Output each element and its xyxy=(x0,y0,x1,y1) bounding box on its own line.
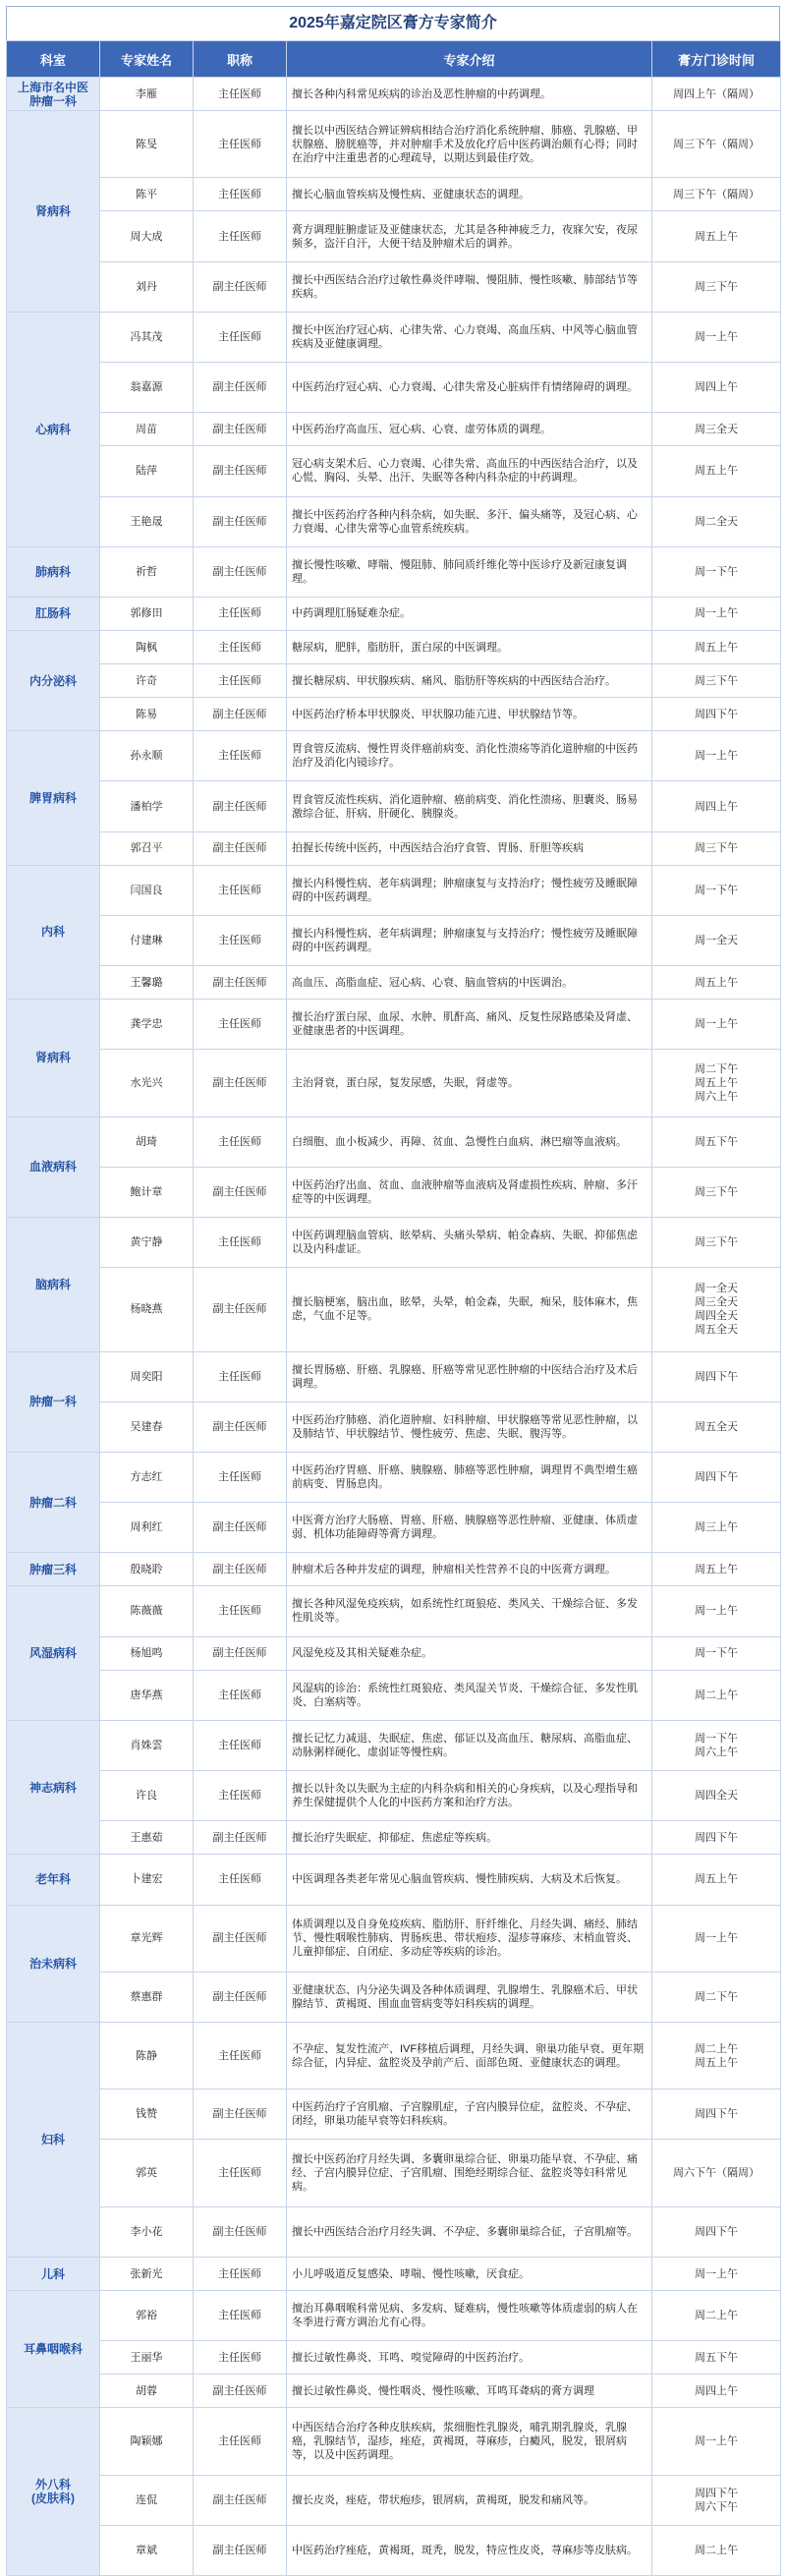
expert-title-cell: 副主任医师 xyxy=(194,446,287,496)
header-clinic-time: 膏方门诊时间 xyxy=(652,41,781,78)
clinic-time-cell: 周五上午 xyxy=(652,630,781,663)
clinic-time-cell: 周五下午 xyxy=(652,1116,781,1167)
expert-intro-cell: 糖尿病，肥胖，脂肪肝，蛋白尿的中医调理。 xyxy=(287,630,652,663)
clinic-time-cell: 周二上午 xyxy=(652,2291,781,2341)
clinic-time-cell: 周一全天 xyxy=(652,915,781,965)
header-title: 职称 xyxy=(194,41,287,78)
expert-title-cell: 主任医师 xyxy=(194,1586,287,1636)
expert-title-cell: 副主任医师 xyxy=(194,1268,287,1351)
table-row xyxy=(7,2023,781,2089)
table-row xyxy=(7,1167,781,1217)
expert-title-cell: 副主任医师 xyxy=(194,698,287,731)
expert-intro-cell: 擅长皮炎，痤疮，带状疱疹，银屑病，黄褐斑，脱发和痛风等。 xyxy=(287,2475,652,2525)
clinic-time-cell: 周五上午 xyxy=(652,966,781,1000)
expert-name-cell: 闫国良 xyxy=(100,865,194,915)
expert-title-cell: 副主任医师 xyxy=(194,2525,287,2575)
expert-intro-cell: 擅长中医药治疗月经失调、多囊卵巢综合征、卵巢功能早衰、不孕症、痛经、子宫内膜异位症、子宫肌瘤、围绝经期综合征、盆腔炎等妇科常见病。 xyxy=(287,2140,652,2206)
expert-intro-cell: 亚健康状态、内分泌失调及各种体质调理、乳腺增生、乳腺癌术后、甲状腺结节、黄褐斑、围血血管病变等妇科疾病的调理。 xyxy=(287,1972,652,2022)
expert-title-cell: 主任医师 xyxy=(194,2023,287,2089)
expert-name-cell: 郭英 xyxy=(100,2140,194,2206)
dept-cell: 上海市名中医 肿瘤一科 xyxy=(7,78,100,111)
expert-intro-cell: 擅长过敏性鼻炎、耳鸣、嗅觉障碍的中医药治疗。 xyxy=(287,2341,652,2375)
clinic-time-cell: 周三下午 xyxy=(652,831,781,865)
expert-name-cell: 胡蓉 xyxy=(100,2375,194,2408)
dept-cell: 老年科 xyxy=(7,1855,100,1905)
expert-intro-cell: 擅长记忆力减退、失眠症、焦虑、郁证以及高血压、糖尿病、高脂血症、动脉粥样硬化、虚弱证等慢性病。 xyxy=(287,1720,652,1770)
clinic-time-cell: 周一上午 xyxy=(652,1586,781,1636)
table-row xyxy=(7,1670,781,1720)
clinic-time-cell: 周一全天 周三全天 周四全天 周五全天 xyxy=(652,1268,781,1351)
table-row xyxy=(7,2475,781,2525)
expert-title-cell: 主任医师 xyxy=(194,1452,287,1502)
expert-intro-cell: 白细胞、血小板减少、再障、贫血、急慢性白血病、淋巴瘤等血液病。 xyxy=(287,1116,652,1167)
clinic-time-cell: 周一下午 周六上午 xyxy=(652,1720,781,1770)
expert-intro-cell: 不孕症、复发性流产、IVF移植后调理，月经失调、卵巢功能早衰、更年期综合征，内异症、盆腔炎及孕前产后、面部色斑、亚健康状态的调理。 xyxy=(287,2023,652,2089)
clinic-time-cell: 周四下午 xyxy=(652,1821,781,1855)
expert-name-cell: 唐华燕 xyxy=(100,1670,194,1720)
dept-cell: 肛肠科 xyxy=(7,597,100,630)
expert-name-cell: 肖姝雲 xyxy=(100,1720,194,1770)
clinic-time-cell: 周四上午 xyxy=(652,363,781,413)
expert-name-cell: 张新光 xyxy=(100,2257,194,2290)
table-row xyxy=(7,1771,781,1821)
expert-title-cell: 副主任医师 xyxy=(194,966,287,1000)
expert-intro-cell: 擅长各种风湿免疫疾病，如系统性红斑狼疮、类风关、干燥综合征、多发性肌炎等。 xyxy=(287,1586,652,1636)
expert-intro-cell: 中医调理各类老年常见心脑血管疾病、慢性肺疾病、大病及术后恢复。 xyxy=(287,1855,652,1905)
dept-cell: 治未病科 xyxy=(7,1905,100,2022)
dept-cell: 神志病科 xyxy=(7,1720,100,1854)
table-row xyxy=(7,664,781,698)
table-row xyxy=(7,1452,781,1502)
expert-title-cell: 副主任医师 xyxy=(194,496,287,546)
table-row xyxy=(7,2375,781,2408)
expert-intro-cell: 小儿呼吸道反复感染、哮喘、慢性咳嗽，厌食症。 xyxy=(287,2257,652,2290)
expert-intro-cell: 擅长内科慢性病、老年病调理；肿瘤康复与支持治疗；慢性疲劳及睡眠障碍的中医药调理。 xyxy=(287,915,652,965)
expert-intro-cell: 中医药治疗肺癌、消化道肿瘤、妇科肿瘤、甲状腺癌等常见恶性肿瘤，以及肺结节、甲状腺结节、慢性疲劳、焦虑、失眠、腹泻等。 xyxy=(287,1402,652,1452)
expert-intro-cell: 擅长以中西医结合辨证辨病相结合治疗消化系统肿瘤、肺癌、乳腺癌、甲状腺癌、膀胱癌等，并对肿瘤手术及放化疗后中医药调治颇有心得；同时在治疗中注重患者的心理疏导，以期达到最佳疗效。 xyxy=(287,111,652,178)
expert-name-cell: 潘柏学 xyxy=(100,781,194,831)
expert-title-cell: 副主任医师 xyxy=(194,363,287,413)
expert-title-cell: 副主任医师 xyxy=(194,1553,287,1586)
clinic-time-cell: 周四下午 xyxy=(652,2089,781,2140)
expert-intro-cell: 擅长治疗失眠症、抑郁症、焦虑症等疾病。 xyxy=(287,1821,652,1855)
expert-name-cell: 陈静 xyxy=(100,2023,194,2089)
clinic-time-cell: 周三上午 xyxy=(652,1503,781,1553)
expert-intro-cell: 擅长中西医结合治疗过敏性鼻炎伴哮喘、慢阻肺、慢性咳嗽、肺部结节等疾病。 xyxy=(287,261,652,312)
expert-intro-cell: 体质调理以及自身免疫疾病、脂肪肝、肝纤维化、月经失调、痛经、肺结节、慢性咽喉性肺病、胃肠疾患、带状疱疹、湿疹荨麻疹、末梢血管炎、儿童抑郁症、自闭症、多动症等疾病的诊治。 xyxy=(287,1905,652,1972)
expert-intro-cell: 胃食管反流病、慢性胃炎伴癌前病变、消化性溃疡等消化道肿瘤的中医药治疗及消化内镜诊疗。 xyxy=(287,731,652,781)
expert-title-cell: 主任医师 xyxy=(194,630,287,663)
expert-name-cell: 陶颖娜 xyxy=(100,2408,194,2475)
expert-name-cell: 陶枫 xyxy=(100,630,194,663)
expert-name-cell: 许奇 xyxy=(100,664,194,698)
table-row xyxy=(7,496,781,546)
table-row xyxy=(7,630,781,663)
expert-intro-cell: 中医药治疗子宫肌瘤、子宫腺肌症，子宫内膜异位症，盆腔炎、不孕症、闭经，卵巢功能早衰等妇科疾病。 xyxy=(287,2089,652,2140)
clinic-time-cell: 周五上午 xyxy=(652,1553,781,1586)
expert-name-cell: 钱赞 xyxy=(100,2089,194,2140)
expert-intro-cell: 擅长脑梗塞，脑出血，眩晕，头晕，帕金森，失眠，痴呆，肢体麻木，焦虑，气血不足等。 xyxy=(287,1268,652,1351)
dept-cell: 血液病科 xyxy=(7,1116,100,1217)
table-row xyxy=(7,1855,781,1905)
expert-name-cell: 祈哲 xyxy=(100,546,194,597)
expert-intro-cell: 擅治耳鼻咽喉科常见病、多发病、疑难病，慢性咳嗽等体质虚弱的病人在冬季进行膏方调治尤有心得。 xyxy=(287,2291,652,2341)
expert-title-cell: 副主任医师 xyxy=(194,2089,287,2140)
expert-name-cell: 周苗 xyxy=(100,413,194,446)
expert-name-cell: 杨晓燕 xyxy=(100,1268,194,1351)
dept-cell: 心病科 xyxy=(7,312,100,546)
expert-title-cell: 副主任医师 xyxy=(194,1503,287,1553)
table-row xyxy=(7,211,781,261)
table-row xyxy=(7,1351,781,1402)
dept-cell: 肾病科 xyxy=(7,1000,100,1116)
clinic-time-cell: 周四下午 周六下午 xyxy=(652,2475,781,2525)
expert-title-cell: 主任医师 xyxy=(194,1351,287,1402)
table-row xyxy=(7,1720,781,1770)
expert-title-cell: 主任医师 xyxy=(194,2257,287,2290)
clinic-time-cell: 周四全天 xyxy=(652,1771,781,1821)
expert-title-cell: 主任医师 xyxy=(194,915,287,965)
expert-name-cell: 王惠茹 xyxy=(100,1821,194,1855)
table-header-row xyxy=(7,41,781,78)
expert-name-cell: 卜建宏 xyxy=(100,1855,194,1905)
clinic-time-cell: 周二全天 xyxy=(652,496,781,546)
expert-intro-cell: 风湿免疫及其相关疑难杂症。 xyxy=(287,1636,652,1670)
expert-name-cell: 翁嘉源 xyxy=(100,363,194,413)
clinic-time-cell: 周三下午 xyxy=(652,1167,781,1217)
clinic-time-cell: 周四下午 xyxy=(652,698,781,731)
expert-name-cell: 鲍计章 xyxy=(100,1167,194,1217)
expert-name-cell: 龚学忠 xyxy=(100,1000,194,1050)
expert-title-cell: 主任医师 xyxy=(194,78,287,111)
expert-intro-cell: 擅长胃肠癌、肝癌、乳腺癌、肝癌等常见恶性肿瘤的中医结合治疗及术后调理。 xyxy=(287,1351,652,1402)
clinic-time-cell: 周一上午 xyxy=(652,2257,781,2290)
expert-name-cell: 王艳晟 xyxy=(100,496,194,546)
clinic-time-cell: 周五上午 xyxy=(652,211,781,261)
expert-title-cell: 主任医师 xyxy=(194,1720,287,1770)
expert-intro-cell: 中药调理肛肠疑难杂症。 xyxy=(287,597,652,630)
expert-name-cell: 郭裕 xyxy=(100,2291,194,2341)
expert-name-cell: 杨旭鸣 xyxy=(100,1636,194,1670)
expert-intro-cell: 肿瘤术后各种并发症的调理，肿瘤相关性营养不良的中医膏方调理。 xyxy=(287,1553,652,1586)
table-row xyxy=(7,2089,781,2140)
expert-name-cell: 黄宁静 xyxy=(100,1218,194,1268)
expert-intro-cell: 中医药治疗胃癌、肝癌、胰腺癌、肺癌等恶性肿瘤，调理胃不典型增生癌前病变、胃肠息肉。 xyxy=(287,1452,652,1502)
expert-title-cell: 主任医师 xyxy=(194,111,287,178)
expert-intro-cell: 中医药治疗冠心病、心力衰竭、心律失常及心脏病伴有情绪障碍的调理。 xyxy=(287,363,652,413)
expert-title-cell: 副主任医师 xyxy=(194,831,287,865)
clinic-time-cell: 周三下午 xyxy=(652,261,781,312)
expert-name-cell: 方志红 xyxy=(100,1452,194,1502)
expert-intro-cell: 擅长慢性咳嗽、哮喘、慢阻肺、肺间质纤维化等中医诊疗及新冠康复调理。 xyxy=(287,546,652,597)
expert-name-cell: 蔡惠群 xyxy=(100,1972,194,2022)
clinic-time-cell: 周三下午（隔周） xyxy=(652,111,781,178)
header-expert-name: 专家姓名 xyxy=(100,41,194,78)
table-row xyxy=(7,1218,781,1268)
dept-cell: 儿科 xyxy=(7,2257,100,2290)
expert-name-cell: 李雁 xyxy=(100,78,194,111)
expert-name-cell: 刘丹 xyxy=(100,261,194,312)
table-row xyxy=(7,2291,781,2341)
expert-title-cell: 主任医师 xyxy=(194,2291,287,2341)
table-row xyxy=(7,111,781,178)
table-row xyxy=(7,1905,781,1972)
clinic-time-cell: 周五上午 xyxy=(652,446,781,496)
clinic-time-cell: 周二上午 xyxy=(652,2525,781,2575)
table-row xyxy=(7,2408,781,2475)
dept-cell: 妇科 xyxy=(7,2023,100,2258)
table-row xyxy=(7,865,781,915)
page-title: 2025年嘉定院区膏方专家简介 xyxy=(6,6,780,40)
table-row xyxy=(7,1553,781,1586)
clinic-time-cell: 周三下午（隔周） xyxy=(652,178,781,211)
table-row xyxy=(7,363,781,413)
clinic-time-cell: 周一上午 xyxy=(652,1000,781,1050)
table-row xyxy=(7,2341,781,2375)
expert-title-cell: 主任医师 xyxy=(194,178,287,211)
clinic-time-cell: 周四上午 xyxy=(652,2375,781,2408)
table-row xyxy=(7,1268,781,1351)
expert-title-cell: 主任医师 xyxy=(194,1218,287,1268)
table-row xyxy=(7,413,781,446)
table-row xyxy=(7,78,781,111)
table-body xyxy=(7,78,781,2576)
expert-title-cell: 副主任医师 xyxy=(194,2206,287,2257)
table-row xyxy=(7,781,781,831)
expert-intro-cell: 擅长过敏性鼻炎、慢性咽炎、慢性咳嗽、耳鸣耳聋病的膏方调理 xyxy=(287,2375,652,2408)
expert-name-cell: 周奕阳 xyxy=(100,1351,194,1402)
table-row xyxy=(7,1586,781,1636)
expert-title-cell: 副主任医师 xyxy=(194,1972,287,2022)
expert-name-cell: 陈薇薇 xyxy=(100,1586,194,1636)
expert-name-cell: 李小花 xyxy=(100,2206,194,2257)
table-row xyxy=(7,1116,781,1167)
expert-intro-cell: 中西医结合治疗各种皮肤疾病，浆细胞性乳腺炎，哺乳期乳腺炎，乳腺癌，乳腺结节，湿疹，痤疮，黄褐斑，荨麻疹，白癜风，脱发，银屑病等，以及中医药调理。 xyxy=(287,2408,652,2475)
dept-cell: 肾病科 xyxy=(7,111,100,313)
dept-cell: 肺病科 xyxy=(7,546,100,597)
clinic-time-cell: 周二下午 xyxy=(652,1972,781,2022)
table-row xyxy=(7,546,781,597)
expert-title-cell: 副主任医师 xyxy=(194,2375,287,2408)
table-row xyxy=(7,2257,781,2290)
expert-title-cell: 副主任医师 xyxy=(194,1905,287,1972)
expert-title-cell: 副主任医师 xyxy=(194,546,287,597)
header-dept: 科室 xyxy=(7,41,100,78)
table-row xyxy=(7,1050,781,1116)
clinic-time-cell: 周一下午 xyxy=(652,865,781,915)
expert-intro-cell: 中医药治疗高血压、冠心病、心衰、虚劳体质的调理。 xyxy=(287,413,652,446)
clinic-time-cell: 周二上午 周五上午 xyxy=(652,2023,781,2089)
table-row xyxy=(7,2525,781,2575)
clinic-time-cell: 周一下午 xyxy=(652,1636,781,1670)
clinic-time-cell: 周一上午 xyxy=(652,731,781,781)
expert-intro-cell: 擅长中医治疗冠心病、心律失常、心力衰竭、高血压病、中风等心脑血管疾病及亚健康调理。 xyxy=(287,312,652,362)
expert-name-cell: 冯其茂 xyxy=(100,312,194,362)
expert-intro-cell: 擅长以针灸以失眠为主症的内科杂病和相关的心身疾病，以及心理指导和养生保健提供个人化的中医药方案和治疗方法。 xyxy=(287,1771,652,1821)
expert-intro-cell: 风湿病的诊治：系统性红斑狼疮、类风湿关节炎、干燥综合征、多发性肌炎、白塞病等。 xyxy=(287,1670,652,1720)
clinic-time-cell: 周四下午 xyxy=(652,2206,781,2257)
expert-name-cell: 郭修田 xyxy=(100,597,194,630)
expert-intro-cell: 高血压、高脂血症、冠心病、心衰、脑血管病的中医调治。 xyxy=(287,966,652,1000)
table-row xyxy=(7,178,781,211)
expert-title-cell: 副主任医师 xyxy=(194,261,287,312)
expert-name-cell: 陈平 xyxy=(100,178,194,211)
expert-title-cell: 副主任医师 xyxy=(194,1821,287,1855)
clinic-time-cell: 周三下午 xyxy=(652,1218,781,1268)
clinic-time-cell: 周一下午 xyxy=(652,546,781,597)
expert-intro-cell: 擅长治疗蛋白尿、血尿、水肿、肌酐高、痛风、反复性尿路感染及肾虚、亚健康患者的中医调理。 xyxy=(287,1000,652,1050)
clinic-time-cell: 周一上午 xyxy=(652,1905,781,1972)
clinic-time-cell: 周二下午 周五上午 周六上午 xyxy=(652,1050,781,1116)
clinic-time-cell: 周五下午 xyxy=(652,2341,781,2375)
expert-intro-cell: 擅长各种内科常见疾病的诊治及恶性肿瘤的中药调理。 xyxy=(287,78,652,111)
clinic-time-cell: 周一上午 xyxy=(652,312,781,362)
dept-cell: 肿瘤一科 xyxy=(7,1351,100,1452)
expert-name-cell: 章光辉 xyxy=(100,1905,194,1972)
dept-cell: 肿瘤三科 xyxy=(7,1553,100,1586)
table-row xyxy=(7,446,781,496)
table-row xyxy=(7,966,781,1000)
clinic-time-cell: 周四下午 xyxy=(652,1452,781,1502)
expert-name-cell: 水光兴 xyxy=(100,1050,194,1116)
expert-name-cell: 孙永顺 xyxy=(100,731,194,781)
expert-title-cell: 主任医师 xyxy=(194,1855,287,1905)
clinic-time-cell: 周一上午 xyxy=(652,2408,781,2475)
expert-title-cell: 副主任医师 xyxy=(194,1050,287,1116)
dept-cell: 脑病科 xyxy=(7,1218,100,1351)
expert-title-cell: 主任医师 xyxy=(194,1116,287,1167)
expert-intro-cell: 中医药治疗出血、贫血、血液肿瘤等血液病及肾虚损性疾病、肿瘤、多汗症等的中医调理。 xyxy=(287,1167,652,1217)
expert-name-cell: 周利红 xyxy=(100,1503,194,1553)
expert-intro-cell: 擅长中医药治疗各种内科杂病，如失眠、多汗、偏头痛等，及冠心病、心力衰竭、心律失常等心血管系统疾病。 xyxy=(287,496,652,546)
clinic-time-cell: 周五上午 xyxy=(652,1855,781,1905)
expert-intro-cell: 冠心病支架术后、心力衰竭、心律失常、高血压的中西医结合治疗，以及心慌、胸闷、头晕、出汗、失眠等各种内科杂症的中药调理。 xyxy=(287,446,652,496)
expert-intro-cell: 中医药治疗痤疮，黄褐斑，斑秃，脱发，特应性皮炎，荨麻疹等皮肤病。 xyxy=(287,2525,652,2575)
dept-cell: 耳鼻咽喉科 xyxy=(7,2291,100,2408)
expert-title-cell: 副主任医师 xyxy=(194,781,287,831)
expert-intro-cell: 中医膏方治疗大肠癌、胃癌、肝癌、胰腺癌等恶性肿瘤、亚健康、体质虚弱、机体功能障碍等膏方调理。 xyxy=(287,1503,652,1553)
expert-title-cell: 主任医师 xyxy=(194,312,287,362)
clinic-time-cell: 周四上午（隔周） xyxy=(652,78,781,111)
dept-cell: 脾胃病科 xyxy=(7,731,100,865)
clinic-time-cell: 周五全天 xyxy=(652,1402,781,1452)
expert-title-cell: 主任医师 xyxy=(194,597,287,630)
expert-name-cell: 吴建春 xyxy=(100,1402,194,1452)
table-row xyxy=(7,698,781,731)
dept-cell: 内科 xyxy=(7,865,100,999)
expert-name-cell: 许良 xyxy=(100,1771,194,1821)
clinic-time-cell: 周四上午 xyxy=(652,781,781,831)
expert-name-cell: 陈旻 xyxy=(100,111,194,178)
expert-intro-cell: 主治肾衰，蛋白尿，复发尿感，失眠，肾虚等。 xyxy=(287,1050,652,1116)
table-row xyxy=(7,831,781,865)
clinic-time-cell: 周三全天 xyxy=(652,413,781,446)
expert-intro-cell: 中医药治疗桥本甲状腺炎、甲状腺功能亢进、甲状腺结节等。 xyxy=(287,698,652,731)
table-row xyxy=(7,731,781,781)
expert-intro-cell: 拍握长传统中医药，中西医结合治疗食管、胃肠、肝胆等疾病 xyxy=(287,831,652,865)
expert-title-cell: 副主任医师 xyxy=(194,1636,287,1670)
expert-intro-cell: 擅长糖尿病、甲状腺疾病、痛风、脂肪肝等疾病的中西医结合治疗。 xyxy=(287,664,652,698)
expert-name-cell: 王丽华 xyxy=(100,2341,194,2375)
expert-title-cell: 副主任医师 xyxy=(194,1402,287,1452)
table-row xyxy=(7,261,781,312)
expert-name-cell: 连侃 xyxy=(100,2475,194,2525)
clinic-time-cell: 周一上午 xyxy=(652,597,781,630)
expert-title-cell: 主任医师 xyxy=(194,865,287,915)
table-row xyxy=(7,597,781,630)
dept-cell: 肿瘤二科 xyxy=(7,1452,100,1552)
table-row xyxy=(7,1402,781,1452)
table-row xyxy=(7,2140,781,2206)
expert-intro-cell: 擅长中西医结合治疗月经失调、不孕症、多囊卵巢综合征，子宫肌瘤等。 xyxy=(287,2206,652,2257)
expert-name-cell: 陆萍 xyxy=(100,446,194,496)
table-row xyxy=(7,1000,781,1050)
expert-intro-cell: 膏方调理脏腑虚证及亚健康状态，尤其是各种神疲乏力，夜寐欠安，夜尿频多，盗汗自汗，大便干结及肿瘤术后的调养。 xyxy=(287,211,652,261)
expert-intro-cell: 擅长内科慢性病、老年病调理；肿瘤康复与支持治疗；慢性疲劳及睡眠障碍的中医药调理。 xyxy=(287,865,652,915)
expert-title-cell: 主任医师 xyxy=(194,2341,287,2375)
table-row xyxy=(7,1503,781,1553)
clinic-time-cell: 周四下午 xyxy=(652,1351,781,1402)
expert-title-cell: 主任医师 xyxy=(194,1000,287,1050)
clinic-time-cell: 周六下午（隔周） xyxy=(652,2140,781,2206)
expert-title-cell: 副主任医师 xyxy=(194,2475,287,2525)
expert-title-cell: 主任医师 xyxy=(194,2140,287,2206)
expert-title-cell: 主任医师 xyxy=(194,1771,287,1821)
expert-name-cell: 胡琦 xyxy=(100,1116,194,1167)
expert-title-cell: 主任医师 xyxy=(194,731,287,781)
expert-name-cell: 王馨璐 xyxy=(100,966,194,1000)
table-row xyxy=(7,1636,781,1670)
expert-table xyxy=(6,40,781,2576)
table-row xyxy=(7,312,781,362)
expert-name-cell: 付建琳 xyxy=(100,915,194,965)
dept-cell: 外八科 (皮肤科) xyxy=(7,2408,100,2576)
expert-title-cell: 主任医师 xyxy=(194,2408,287,2475)
expert-title-cell: 副主任医师 xyxy=(194,413,287,446)
expert-intro-cell: 擅长心脑血管疾病及慢性病、亚健康状态的调理。 xyxy=(287,178,652,211)
expert-title-cell: 主任医师 xyxy=(194,211,287,261)
expert-name-cell: 周大成 xyxy=(100,211,194,261)
expert-title-cell: 副主任医师 xyxy=(194,1167,287,1217)
table-row xyxy=(7,1972,781,2022)
dept-cell: 风湿病科 xyxy=(7,1586,100,1720)
table-row xyxy=(7,1821,781,1855)
expert-name-cell: 殷晓聆 xyxy=(100,1553,194,1586)
expert-intro-cell: 胃食管反流性疾病、消化道肿瘤、癌前病变、消化性溃疡、胆囊炎、肠易激综合征、肝病、肝硬化、胰腺炎。 xyxy=(287,781,652,831)
table-row xyxy=(7,2206,781,2257)
expert-intro-cell: 中医药调理脑血管病、眩晕病、头痛头晕病、帕金森病、失眠、抑郁焦虑以及内科虚证。 xyxy=(287,1218,652,1268)
header-intro: 专家介绍 xyxy=(287,41,652,78)
expert-title-cell: 主任医师 xyxy=(194,664,287,698)
table-row xyxy=(7,915,781,965)
expert-name-cell: 章斌 xyxy=(100,2525,194,2575)
expert-title-cell: 主任医师 xyxy=(194,1670,287,1720)
dept-cell: 内分泌科 xyxy=(7,630,100,730)
clinic-time-cell: 周三下午 xyxy=(652,664,781,698)
expert-name-cell: 郭召平 xyxy=(100,831,194,865)
clinic-time-cell: 周二上午 xyxy=(652,1670,781,1720)
expert-name-cell: 陈易 xyxy=(100,698,194,731)
